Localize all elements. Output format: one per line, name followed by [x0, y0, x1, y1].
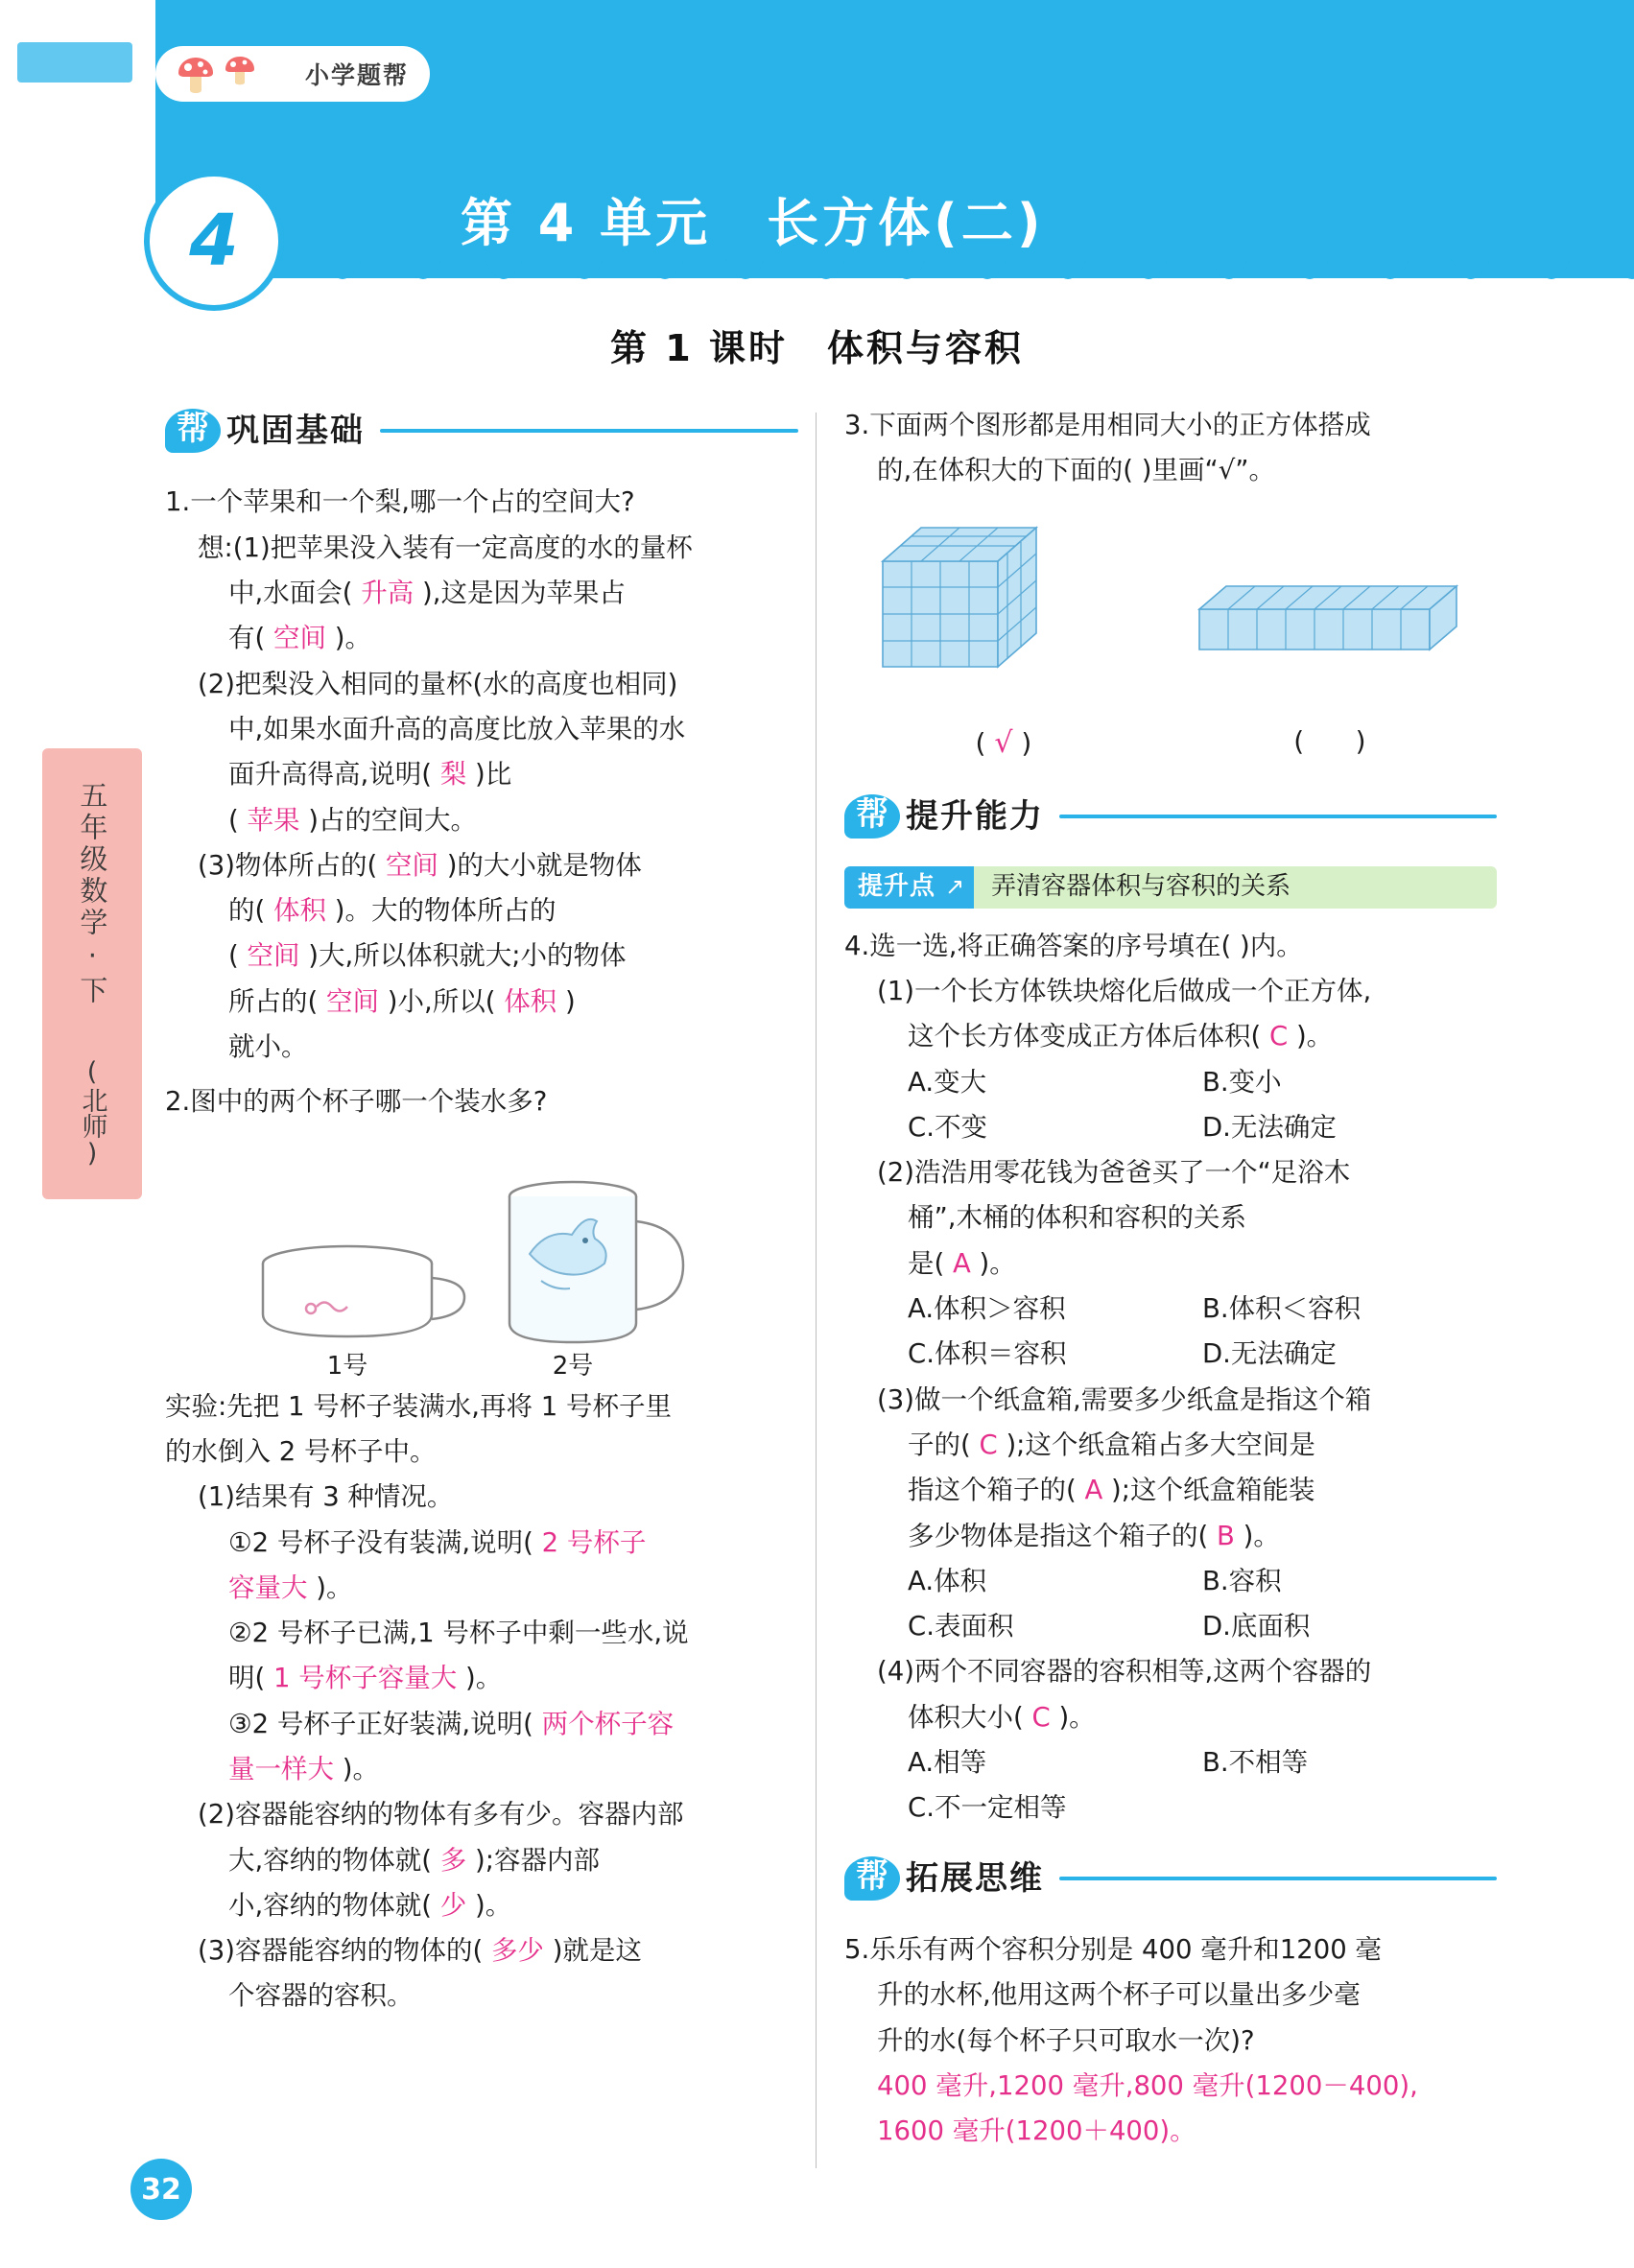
- q4-p3-e: );这个纸盒箱能装: [1111, 1475, 1315, 1506]
- q2-case2-line1: ②2 号杯子已满,1 号杯子中剩一些水,说: [228, 1618, 689, 1649]
- q4-p3-option-A[interactable]: A.体积: [908, 1565, 987, 1596]
- q1-p3-f: )大,所以体积就大;小的物体: [308, 940, 627, 972]
- section-header-extend: [844, 1851, 1497, 1906]
- q2-p2-line1: (2)容器能容纳的物体有多有少。容器内部: [198, 1799, 684, 1831]
- lesson-title: 第 1 课时 体积与容积: [610, 327, 1024, 369]
- q1-p3-d: )。大的物体所占的: [334, 895, 557, 927]
- page-banner: [0, 0, 1634, 288]
- q4-p2-line1: (2)浩浩用零花钱为爸爸买了一个“足浴木: [877, 1157, 1351, 1189]
- q2-p3-b: )就是这: [552, 1935, 642, 1967]
- q4-p3-line2: [844, 1423, 1497, 1468]
- q1-p2-f: )占的空间大。: [308, 804, 477, 836]
- q1-p1-b: 中,水面会(: [228, 578, 353, 609]
- q2-p2-line3: [165, 1883, 798, 1928]
- q4-p1-line2: [844, 1014, 1497, 1059]
- q2-c2-b: 明(: [228, 1663, 266, 1694]
- q3-left-paren-close: ): [1021, 726, 1032, 759]
- q1-think-label: 想:: [198, 532, 233, 563]
- mushroom-icon: [175, 54, 217, 100]
- q4-p3-line4: [844, 1514, 1497, 1559]
- q4-p1-option-B[interactable]: B.变小: [1202, 1066, 1282, 1098]
- question-3: [844, 403, 1497, 768]
- q4-answer-2: A: [952, 1247, 971, 1279]
- q4-p2-d: )。: [979, 1247, 1016, 1279]
- section-bang-icon-2: 帮: [844, 794, 900, 839]
- q4-p2-option-C[interactable]: C.体积＝容积: [908, 1338, 1067, 1370]
- q1-p2-d: )比: [474, 759, 512, 791]
- q2-answer-6: 多少: [490, 1935, 544, 1967]
- q5-stem-line2: 升的水杯,他用这两个杯子可以量出多少毫: [877, 1979, 1361, 2011]
- q1-p2-e: (: [228, 804, 239, 836]
- q1-answer-4: 苹果: [247, 804, 300, 836]
- q4-p2-option-A[interactable]: A.体积＞容积: [908, 1293, 1066, 1325]
- q2-answer-3b: 量一样大: [228, 1754, 334, 1784]
- q1-answer-7: 空间: [247, 940, 300, 972]
- side-tab-grade-subject: [42, 748, 142, 1199]
- column-divider: [816, 413, 817, 2168]
- q3-option-left[interactable]: [975, 719, 1031, 768]
- section-rule: [380, 429, 798, 433]
- q3-left-paren-open: (: [975, 726, 986, 759]
- q1-think-row: [165, 526, 798, 571]
- q1-answer-1: 升高: [361, 578, 414, 609]
- left-column: [165, 403, 798, 2029]
- q3-stem-c: )里画“√”。: [1141, 455, 1275, 486]
- q1-p3-h: )小,所以(: [387, 985, 496, 1017]
- q1-stem: 1.一个苹果和一个梨,哪一个占的空间大?: [165, 486, 635, 518]
- q2-case1-line1: [165, 1521, 798, 1566]
- q1-answer-9: 体积: [504, 985, 557, 1017]
- page-number: 32: [130, 2159, 192, 2220]
- q3-option-right[interactable]: [1293, 719, 1365, 768]
- solids-illustration: [844, 504, 1478, 696]
- q4-p3-f: 多少物体是指这个箱子的(: [908, 1520, 1209, 1551]
- unit-number-badge: [144, 171, 284, 311]
- q4-p3-option-C[interactable]: C.表面积: [908, 1611, 1014, 1642]
- logo-text: 小学题帮: [304, 61, 409, 89]
- q4-p1-option-C[interactable]: C.不变: [908, 1111, 987, 1143]
- q5-stem-line1: 5.乐乐有两个容积分别是 400 毫升和1200 毫: [844, 1934, 1382, 1966]
- cups-illustration: [165, 1139, 760, 1379]
- q4-stem: [844, 924, 1497, 969]
- q2-c3-a: ③2 号杯子正好装满,说明(: [228, 1708, 533, 1739]
- q4-p3-c: );这个纸盒箱占多大空间是: [1006, 1429, 1315, 1460]
- q1-p3-c: 的(: [228, 895, 266, 927]
- q2-case3-line2: [165, 1747, 798, 1792]
- unit-number: 4: [189, 200, 239, 282]
- section-bang-icon-3: 帮: [844, 1856, 900, 1901]
- side-tab-line1: 五年级数学·下: [76, 781, 109, 1007]
- q1-p1-line2: [165, 571, 798, 616]
- q1-p3-a: (3)物体所占的(: [198, 849, 378, 881]
- q4-p4-option-A[interactable]: A.相等: [908, 1747, 987, 1778]
- q4-p4-option-C[interactable]: C.不一定相等: [908, 1792, 1067, 1824]
- q4-p3-option-B[interactable]: B.容积: [1202, 1565, 1282, 1596]
- q5-stem-line3: 升的水(每个杯子只可取水一次)?: [877, 2024, 1255, 2056]
- q4-p3-d: 指这个箱子的(: [908, 1475, 1077, 1506]
- q1-p2-line2: 中,如果水面升高的高度比放入苹果的水: [228, 713, 686, 744]
- q3-right-paren-open: (: [1293, 724, 1305, 757]
- question-5: [844, 1927, 1497, 2154]
- q1-p2-line4: [165, 798, 798, 843]
- q3-stem-line1: 3.下面两个图形都是用相同大小的正方体搭成: [844, 410, 1371, 440]
- q4-p1-line1: (1)一个长方体铁块熔化后做成一个正方体,: [877, 975, 1372, 1006]
- q3-answer-row: [844, 719, 1497, 768]
- q2-case1-line2: [165, 1566, 798, 1611]
- q3-right-paren-close: ): [1355, 724, 1366, 757]
- q3-stem-b: 的,在体积大的下面的(: [877, 455, 1133, 486]
- svg-text:2号: 2号: [552, 1351, 594, 1379]
- q4-stem-a: 4.选一选,将正确答案的序号填在(: [844, 930, 1232, 961]
- q4-p3-g: )。: [1243, 1520, 1280, 1551]
- question-4: [844, 924, 1497, 1831]
- q4-p1-option-A[interactable]: A.变大: [908, 1066, 987, 1098]
- q2-exp-line2: 的水倒入 2 号杯子中。: [165, 1435, 437, 1467]
- q4-p4-line2: [844, 1695, 1497, 1740]
- q2-c1-a: ①2 号杯子没有装满,说明(: [228, 1526, 533, 1558]
- q4-answer-6: C: [1031, 1701, 1051, 1733]
- q1-p3-line5: 就小。: [228, 1031, 308, 1063]
- q4-p3-options-row2: [844, 1604, 1497, 1649]
- section-rule-2: [1059, 815, 1497, 818]
- mushroom-small-icon: [223, 54, 257, 92]
- q2-stem: 2.图中的两个杯子哪一个装水多?: [165, 1086, 548, 1118]
- unit-title: 第 4 单元 长方体(二): [461, 193, 1045, 253]
- q1-p2-line3: [165, 752, 798, 797]
- right-column: [844, 403, 1497, 2164]
- q5-answer-line2: 1600 毫升(1200＋400)。: [877, 2115, 1196, 2147]
- q1-p3-i: ): [564, 985, 576, 1017]
- q2-case2-line2: [165, 1656, 798, 1701]
- q4-p2-options-row1: [844, 1287, 1497, 1332]
- q1-answer-2: 空间: [272, 623, 326, 654]
- arrow-icon: ↗: [945, 866, 974, 909]
- q2-answer-4: 多: [439, 1844, 467, 1876]
- q4-p2-c: 是(: [908, 1247, 945, 1279]
- q1-p2-c: 面升高得高,说明(: [228, 759, 432, 791]
- q4-p1-b: 这个长方体变成正方体后体积(: [908, 1021, 1262, 1052]
- section-title-basics: 巩固基础: [226, 412, 365, 450]
- section-header-improve: [844, 789, 1497, 844]
- q4-p2-option-B[interactable]: B.体积＜容积: [1202, 1293, 1362, 1325]
- q1-p3-g: 所占的(: [228, 985, 319, 1017]
- q2-p3-line1: [165, 1928, 798, 1973]
- section-title-extend: 拓展思维: [906, 1858, 1044, 1898]
- q3-figure-solids: [844, 504, 1497, 715]
- q4-p2-options-row2: [844, 1332, 1497, 1377]
- q4-p1-options-row2: [844, 1105, 1497, 1150]
- q4-p1-options-row1: [844, 1060, 1497, 1105]
- q2-case3-line1: [165, 1702, 798, 1747]
- banner-left-tab: [17, 42, 132, 83]
- q1-p3-b: )的大小就是物体: [446, 849, 642, 881]
- q3-check-mark: √: [994, 725, 1013, 760]
- q1-p3-line3: [165, 933, 798, 979]
- section-bang-icon: 帮: [165, 409, 221, 453]
- section-rule-3: [1059, 1877, 1497, 1880]
- q4-p4-option-B[interactable]: B.不相等: [1202, 1747, 1309, 1778]
- q5-answer-line1: 400 毫升,1200 毫升,800 毫升(1200－400),: [877, 2069, 1418, 2101]
- section-title-improve: 提升能力: [906, 797, 1044, 837]
- q2-c2-c: )。: [464, 1663, 503, 1694]
- q1-p1-d: 有(: [228, 623, 266, 654]
- q2-p2-e: )。: [474, 1889, 512, 1921]
- point-description: 弄清容器体积与容积的关系: [974, 866, 1497, 909]
- q1-p2-line1: (2)把梨没入相同的量杯(水的高度也相同): [198, 668, 678, 699]
- q1-answer-5: 空间: [385, 849, 438, 881]
- q4-p3-line3: [844, 1468, 1497, 1513]
- q4-p3-options-row1: [844, 1559, 1497, 1604]
- q4-p1-option-D[interactable]: D.无法确定: [1202, 1111, 1337, 1143]
- q1-p1-c: ),这是因为苹果占: [421, 578, 626, 609]
- q2-p3-a: (3)容器能容纳的物体的(: [198, 1935, 484, 1967]
- q1-answer-3: 梨: [439, 759, 467, 791]
- svg-text:1号: 1号: [326, 1351, 368, 1379]
- q1-p3-e: (: [228, 940, 239, 972]
- q4-p2-line3: [844, 1241, 1497, 1287]
- question-1: [165, 480, 798, 1070]
- side-tab-line2: (北师): [77, 1057, 107, 1169]
- q4-p4-b: 体积大小(: [908, 1701, 1024, 1733]
- q4-p4-options-row2: [844, 1785, 1497, 1831]
- point-tag-label: 提升点: [844, 866, 945, 909]
- q4-p1-c: )。: [1295, 1021, 1334, 1052]
- q4-answer-3: C: [979, 1429, 998, 1460]
- q2-answer-2: 1 号杯子容量大: [272, 1663, 458, 1694]
- q1-p3-line4: [165, 980, 798, 1025]
- q2-p2-line2: [165, 1838, 798, 1883]
- q1-p1-e: )。: [334, 623, 371, 654]
- q4-stem-b: )内。: [1239, 930, 1303, 961]
- q2-c3-b: )。: [342, 1754, 379, 1784]
- question-2: [165, 1079, 798, 2019]
- q3-stem-line2: [844, 448, 1497, 493]
- q2-figure-cups: [165, 1139, 798, 1379]
- section-header-basics: [165, 403, 798, 459]
- q1-answer-6: 体积: [272, 895, 326, 927]
- q2-answer-5: 少: [439, 1889, 467, 1921]
- q1-p1-line3: [165, 616, 798, 661]
- q2-p3-line2: 个容器的容积。: [228, 1980, 414, 2012]
- q2-answer-3: 两个杯子容: [541, 1708, 675, 1739]
- q4-answer-5: B: [1216, 1520, 1235, 1551]
- q2-p2-d: 小,容纳的物体就(: [228, 1889, 432, 1921]
- q1-p1-a: (1)把苹果没入装有一定高度的水的量杯: [232, 532, 693, 563]
- improve-point-bar: [844, 866, 1497, 909]
- q2-p1: (1)结果有 3 种情况。: [198, 1481, 454, 1513]
- q2-p2-c: );容器内部: [474, 1844, 600, 1876]
- q4-answer-4: A: [1084, 1475, 1103, 1506]
- q1-answer-8: 空间: [325, 985, 379, 1017]
- q1-p3-line2: [165, 888, 798, 933]
- q4-p2-option-D[interactable]: D.无法确定: [1202, 1338, 1337, 1370]
- q4-p4-c: )。: [1058, 1701, 1096, 1733]
- q2-c1-b: )。: [316, 1571, 353, 1603]
- q2-answer-1b: 容量大: [228, 1571, 308, 1603]
- q4-p3-option-D[interactable]: D.底面积: [1202, 1611, 1311, 1642]
- q2-answer-1: 2 号杯子: [541, 1526, 647, 1558]
- q4-p3-line1: (3)做一个纸盒箱,需要多少纸盒是指这个箱: [877, 1383, 1372, 1415]
- q2-exp-line1: 实验:先把 1 号杯子装满水,再将 1 号杯子里: [165, 1390, 672, 1422]
- q4-p2-line2: 桶”,木桶的体积和容积的关系: [908, 1202, 1246, 1234]
- q4-p4-line1: (4)两个不同容器的容积相等,这两个容器的: [877, 1656, 1372, 1688]
- q1-p3-line1: [165, 843, 798, 888]
- q4-answer-1: C: [1268, 1021, 1289, 1052]
- q4-p3-b: 子的(: [908, 1429, 971, 1460]
- q2-p2-b: 大,容纳的物体就(: [228, 1844, 432, 1876]
- q4-p4-options-row1: [844, 1740, 1497, 1785]
